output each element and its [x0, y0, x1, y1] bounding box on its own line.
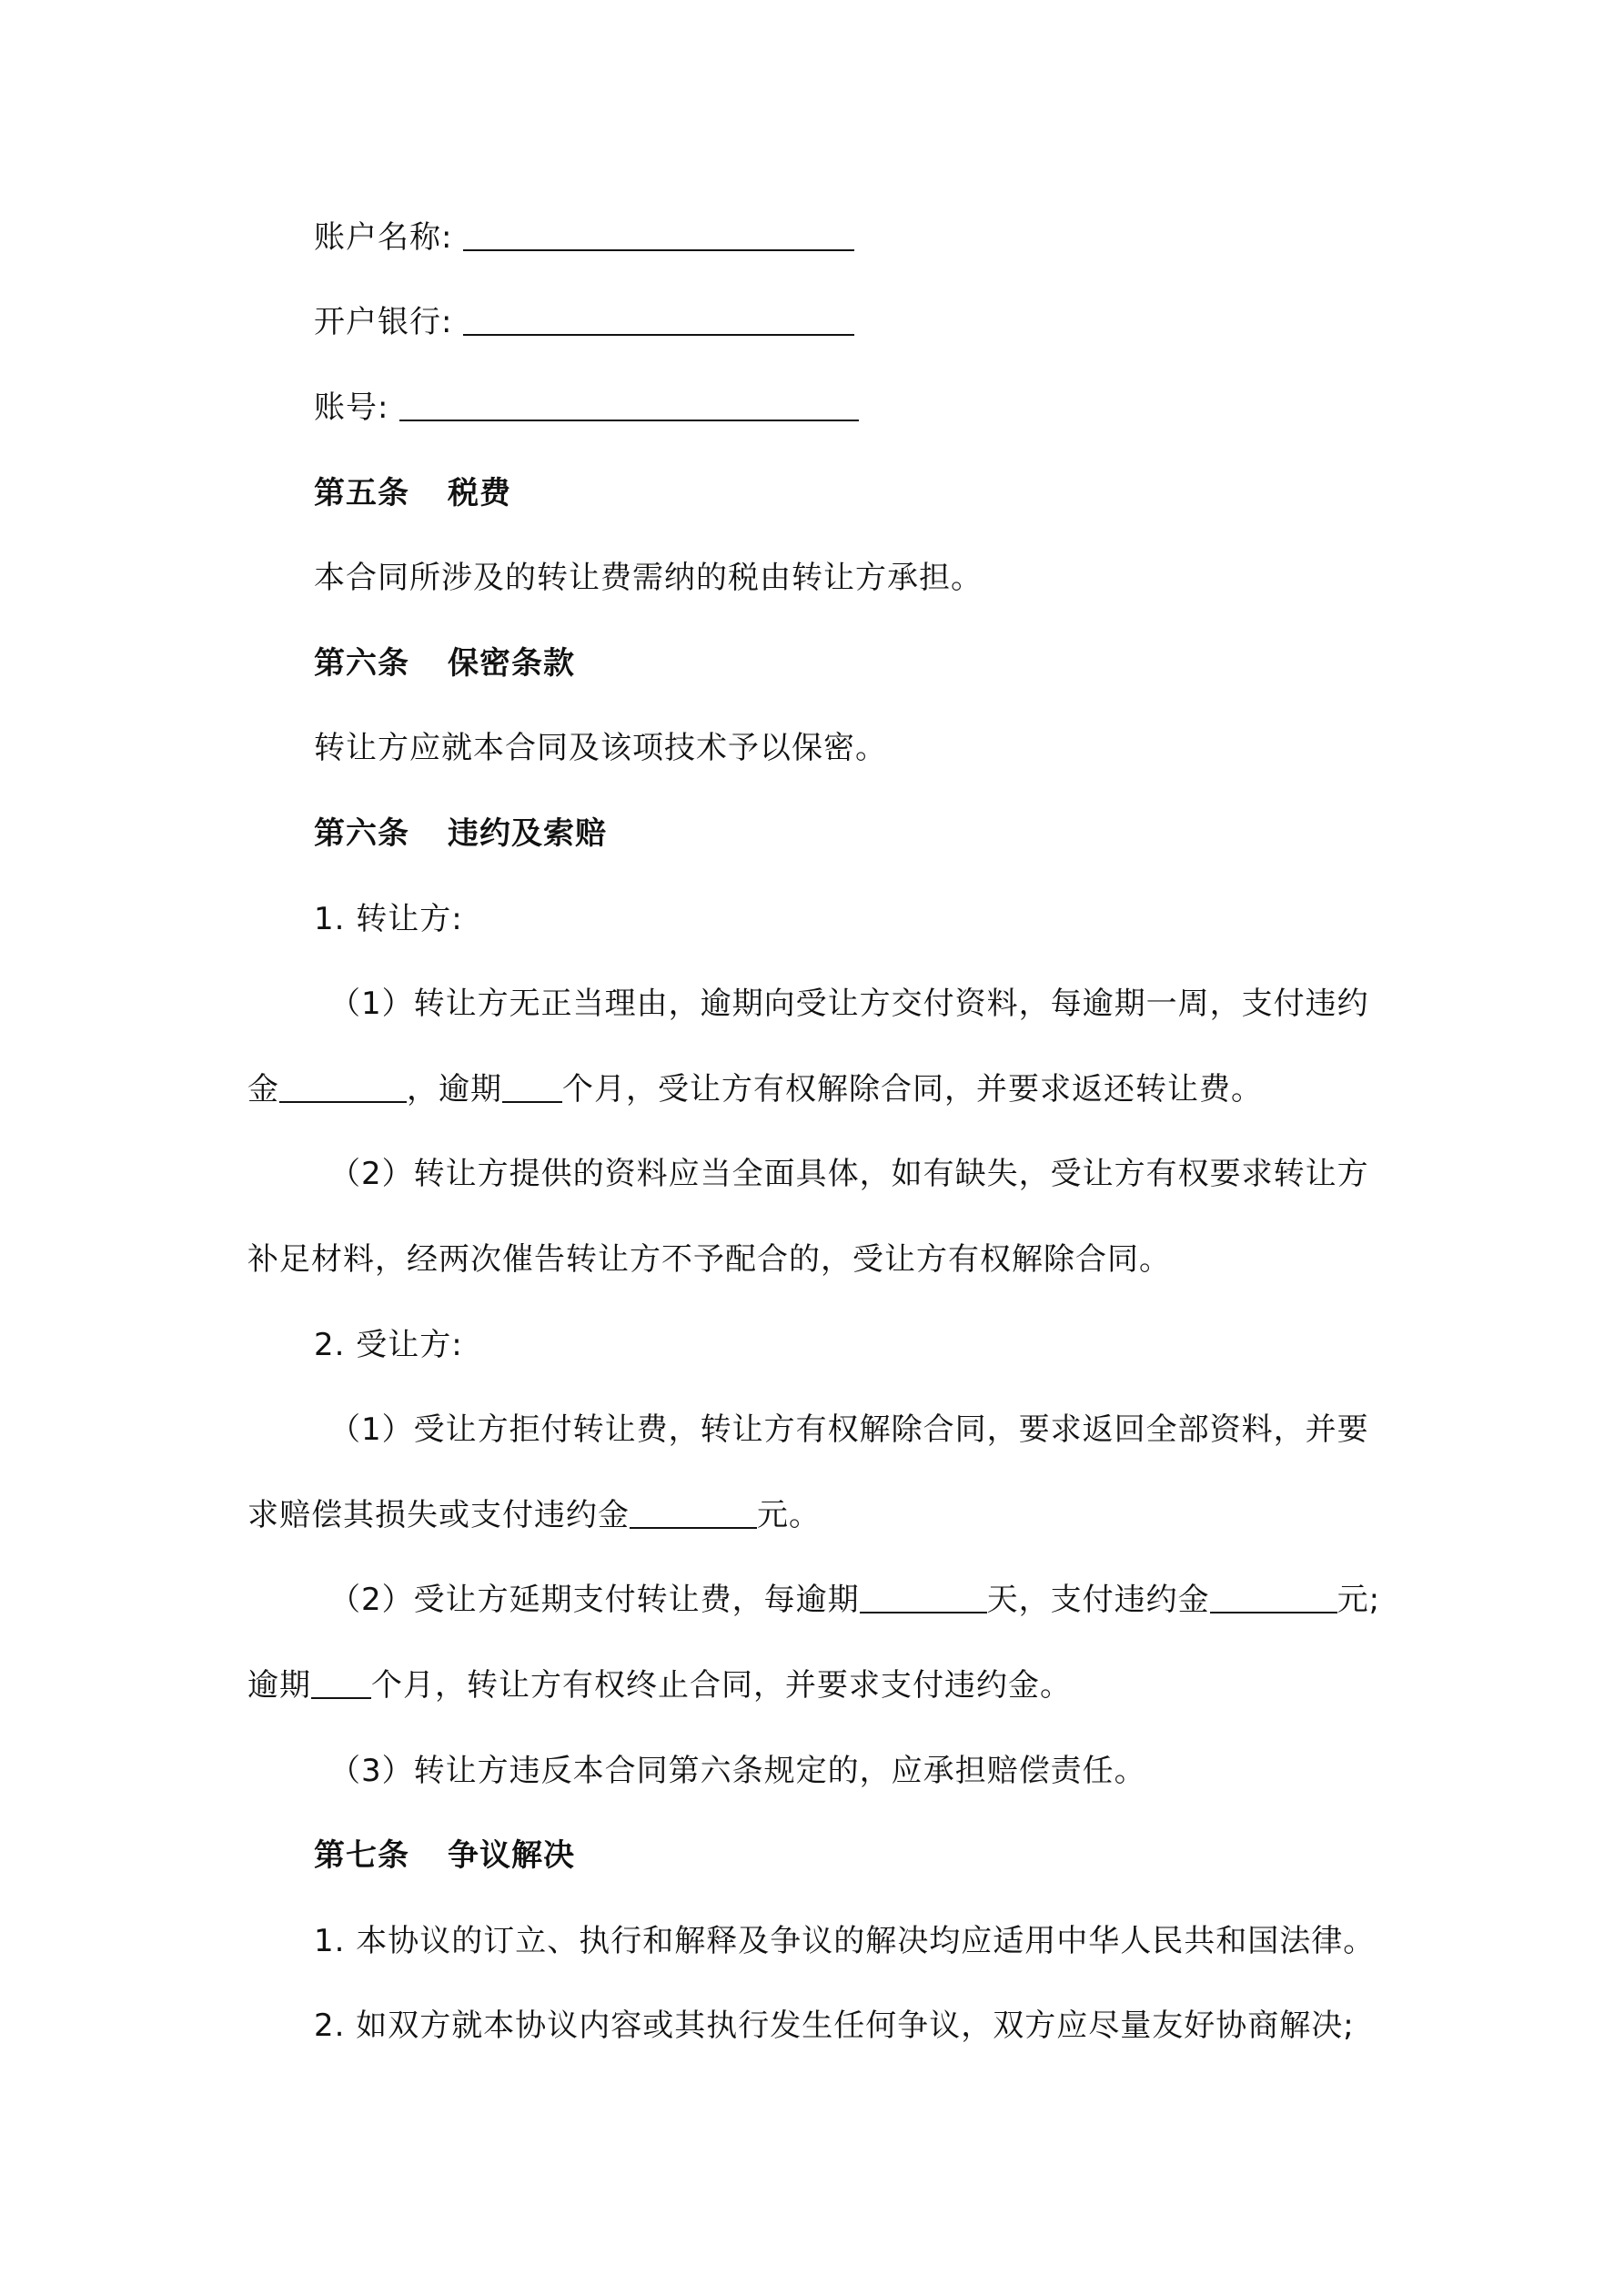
transferor-item-2-line-2: 补足材料，经两次催告转让方不予配合的，受让方有权解除合同。 — [247, 1241, 1171, 1278]
penalty-amount-blank — [630, 1492, 757, 1529]
article-5-body: 本合同所涉及的转让费需纳的税由转让方承担。 — [314, 560, 983, 596]
text-fragment: 元; — [1337, 1582, 1381, 1618]
text-fragment: 金 — [247, 1071, 279, 1108]
text-fragment: ，逾期 — [407, 1071, 502, 1108]
text-fragment: 天，支付违约金 — [986, 1582, 1210, 1618]
months-blank — [502, 1067, 562, 1103]
text-fragment: 元。 — [757, 1497, 821, 1533]
article-7-number: 第七条 — [314, 1837, 409, 1874]
text-fragment: 逾期 — [247, 1667, 311, 1704]
bank-row — [314, 295, 1624, 349]
text-fragment: 个月，受让方有权解除合同，并要求返还转让费。 — [562, 1071, 1263, 1108]
text-fragment: 个月，转让方有权终止合同，并要求支付违约金。 — [371, 1667, 1072, 1704]
article-7-title: 争议解决 — [448, 1837, 575, 1874]
article-5-title: 税费 — [448, 475, 511, 511]
account-number-blank — [399, 385, 859, 421]
article-6a-number: 第六条 — [314, 645, 409, 682]
days-blank — [860, 1577, 987, 1613]
account-name-blank — [463, 215, 854, 251]
article-6b-number: 第六条 — [314, 815, 409, 852]
transferor-item-1-line-2 — [247, 1062, 1624, 1117]
transferor-item-2-line-1: （2）转让方提供的资料应当全面具体，如有缺失，受让方有权要求转让方 — [329, 1156, 1369, 1192]
transferee-item-2-line-1 — [329, 1573, 1624, 1627]
transferee-label: 2. 受让方: — [314, 1327, 463, 1363]
account-number-row — [314, 380, 1624, 435]
bank-blank — [463, 299, 854, 336]
transferee-item-2-line-2 — [247, 1658, 1624, 1713]
article-7-clause-2: 2. 如双方就本协议内容或其执行发生任何争议，双方应尽量友好协商解决; — [314, 2008, 1355, 2044]
article-5-number: 第五条 — [314, 475, 409, 511]
account-name-label: 账户名称: — [314, 219, 453, 256]
penalty-amount-blank — [1210, 1577, 1337, 1613]
penalty-amount-blank — [279, 1067, 407, 1103]
article-6-confidentiality-heading — [314, 636, 1624, 691]
bank-label: 开户银行: — [314, 304, 453, 340]
transferee-item-1-line-1: （1）受让方拒付转让费，转让方有权解除合同，要求返回全部资料，并要 — [329, 1411, 1369, 1448]
article-7-clause-1: 1. 本协议的订立、执行和解释及争议的解决均应适用中华人民共和国法律。 — [314, 1923, 1376, 1959]
article-6-breach-heading — [314, 806, 1624, 861]
transferee-item-1-line-2 — [247, 1488, 1624, 1542]
text-fragment: （2）受让方延期支付转让费，每逾期 — [329, 1582, 860, 1618]
transferor-item-1-line-1: （1）转让方无正当理由，逾期向受让方交付资料，每逾期一周，支付违约 — [329, 986, 1369, 1022]
article-6b-title: 违约及索赔 — [448, 815, 607, 852]
text-fragment: 求赔偿其损失或支付违约金 — [247, 1497, 630, 1533]
transferor-label: 1. 转让方: — [314, 901, 463, 937]
article-5-heading — [314, 466, 1624, 521]
article-6a-title: 保密条款 — [448, 645, 575, 682]
article-6-confidentiality-body: 转让方应就本合同及该项技术予以保密。 — [314, 730, 887, 766]
article-7-heading — [314, 1828, 1624, 1883]
months-blank — [311, 1663, 371, 1699]
transferee-item-3: （3）转让方违反本合同第六条规定的，应承担赔偿责任。 — [329, 1753, 1146, 1789]
account-name-row — [314, 210, 1624, 265]
account-number-label: 账号: — [314, 389, 389, 426]
